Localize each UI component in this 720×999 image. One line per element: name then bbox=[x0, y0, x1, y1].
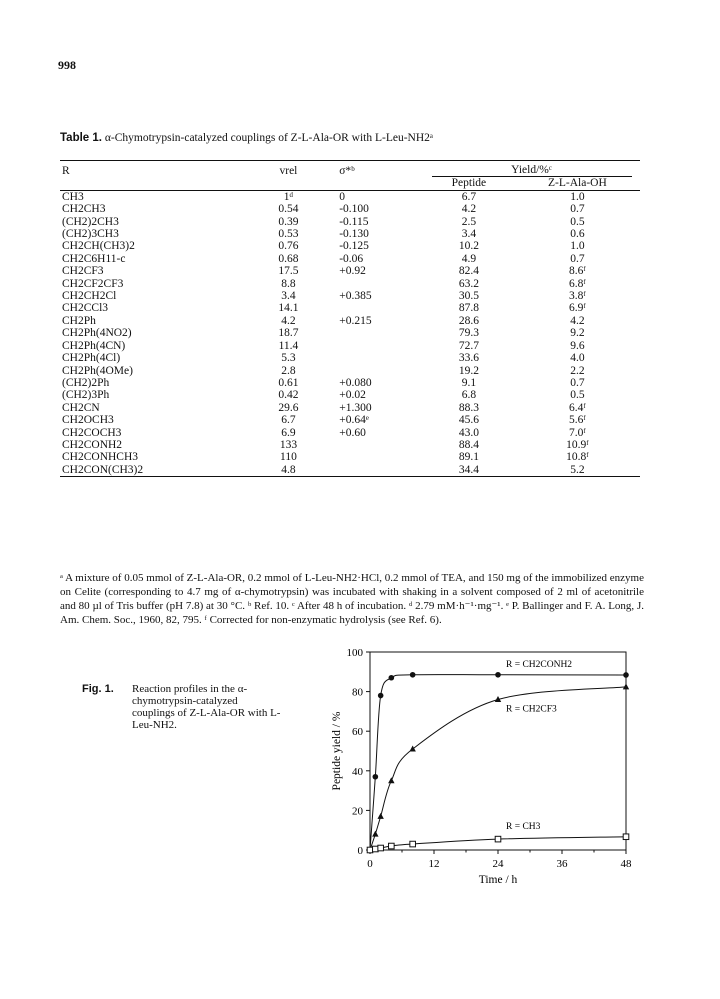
cell-zala: 0.7 bbox=[570, 252, 585, 265]
cell-zala: 6.4ᶠ bbox=[569, 401, 586, 414]
cell-r: (CH2)3Ph bbox=[62, 389, 110, 402]
cell-peptide: 2.5 bbox=[461, 215, 477, 228]
table-row bbox=[60, 439, 640, 451]
cell-r: CH2CONHCH3 bbox=[62, 451, 139, 464]
data-point bbox=[410, 841, 416, 847]
cell-vrel: 18.7 bbox=[278, 327, 299, 340]
cell-peptide: 30.5 bbox=[458, 290, 479, 303]
cell-sigma bbox=[331, 464, 423, 477]
cell-r: CH2CF2CF3 bbox=[62, 277, 124, 290]
data-point bbox=[377, 813, 383, 819]
data-point bbox=[378, 845, 384, 851]
cell-zala: 5.2 bbox=[515, 464, 640, 477]
cell-vrel: 0.54 bbox=[278, 203, 299, 216]
cell-peptide: 87.8 bbox=[458, 302, 479, 315]
table-row bbox=[60, 377, 640, 389]
table-row bbox=[60, 352, 640, 364]
cell-sigma: -0.130 bbox=[339, 228, 369, 241]
cell-vrel: 1ᵈ bbox=[283, 190, 294, 203]
y-tick-label: 40 bbox=[352, 765, 363, 778]
cell-vrel: 14.1 bbox=[278, 302, 299, 315]
cell-sigma bbox=[331, 340, 423, 352]
y-tick-label: 100 bbox=[346, 647, 363, 659]
cell-sigma bbox=[331, 302, 423, 314]
table-row bbox=[60, 389, 640, 401]
data-point bbox=[410, 672, 416, 678]
table-row bbox=[60, 451, 640, 463]
data-point bbox=[389, 675, 395, 681]
cell-zala: 5.6ᶠ bbox=[569, 414, 586, 427]
cell-vrel: 29.6 bbox=[278, 401, 299, 414]
cell-peptide: 33.6 bbox=[458, 352, 479, 365]
cell-sigma bbox=[331, 439, 423, 451]
cell-peptide: 88.4 bbox=[458, 438, 479, 451]
data-point bbox=[367, 847, 373, 853]
cell-vrel: 110 bbox=[280, 451, 297, 464]
cell-peptide: 3.4 bbox=[461, 228, 477, 241]
cell-r: CH2CH2Cl bbox=[62, 290, 117, 303]
plot-frame bbox=[370, 652, 626, 850]
series-line bbox=[370, 687, 626, 850]
table-row bbox=[60, 240, 640, 252]
cell-zala: 9.2 bbox=[570, 327, 585, 340]
series-label: R = CH2CF3 bbox=[506, 704, 557, 715]
cell-zala: 3.8ᶠ bbox=[569, 290, 586, 303]
table-row bbox=[60, 203, 640, 215]
cell-r: CH2COCH3 bbox=[62, 426, 122, 439]
table-row bbox=[60, 402, 640, 414]
cell-r: CH2OCH3 bbox=[62, 414, 114, 427]
cell-r: CH2Ph(4NO2) bbox=[62, 327, 132, 340]
data-point bbox=[373, 774, 379, 780]
table-caption bbox=[60, 132, 433, 144]
cell-sigma: -0.115 bbox=[339, 215, 369, 228]
results-table bbox=[60, 160, 640, 477]
cell-sigma: +1.300 bbox=[339, 401, 372, 414]
cell-peptide: 79.3 bbox=[458, 327, 479, 340]
cell-r: CH2Ph(4OMe) bbox=[62, 364, 133, 377]
table-row bbox=[60, 464, 640, 477]
cell-r: CH2CONH2 bbox=[62, 438, 123, 451]
x-axis-label: Time / h bbox=[478, 874, 518, 886]
x-tick-label: 12 bbox=[428, 858, 440, 870]
cell-r: CH2CN bbox=[62, 401, 100, 414]
x-tick-label: 24 bbox=[492, 858, 504, 870]
col-zala-header: Z-L-Ala-OH bbox=[515, 177, 640, 190]
cell-r: CH2CH(CH3)2 bbox=[62, 240, 135, 253]
y-tick-label: 60 bbox=[352, 726, 363, 739]
cell-r: CH2CCl3 bbox=[62, 302, 109, 315]
table-footnotes: ᵃ A mixture of 0.05 mmol of Z-L-Ala-OR, 0.2 mmol of L-Leu-NH2·HCl, 0.2 mmol of TEA, and 150 mg of the immobilized enzyme on Celite (corresponding to 4.7 mg of α-chymotrypsin) was incubated with shaking in a solvent composed of 2 ml of acetonitrile and 80 µl of Tris buffer (pH 7.8) at 30 °C. ᵇ Ref. 10. ᶜ After 48 h of incubation. ᵈ 2.79 mM·h⁻¹·mg⁻¹. ᵉ P. Ballinger and F. A. Long, J. Am. Chem. Soc., 1960, 82, 795. ᶠ Corrected for non-enzymatic hydrolysis (see Ref. 6). bbox=[60, 572, 644, 626]
cell-sigma: -0.06 bbox=[339, 252, 364, 265]
cell-vrel: 11.4 bbox=[278, 339, 299, 352]
cell-vrel: 0.42 bbox=[278, 389, 299, 402]
table-row bbox=[60, 290, 640, 302]
cell-sigma: +0.385 bbox=[339, 290, 372, 303]
y-tick-label: 80 bbox=[352, 686, 363, 699]
cell-vrel: 6.7 bbox=[281, 414, 296, 427]
cell-peptide: 88.3 bbox=[458, 401, 479, 414]
y-axis-label: Peptide yield / % bbox=[331, 711, 343, 791]
x-tick-label: 48 bbox=[620, 858, 632, 870]
cell-zala: 4.0 bbox=[570, 352, 585, 365]
x-tick-label: 36 bbox=[556, 858, 568, 870]
cell-vrel: 133 bbox=[279, 438, 298, 451]
cell-peptide: 82.4 bbox=[458, 265, 479, 278]
cell-zala: 1.0 bbox=[570, 190, 585, 203]
table-row bbox=[60, 253, 640, 265]
data-point bbox=[495, 836, 501, 842]
table-row bbox=[60, 414, 640, 426]
data-point bbox=[389, 843, 395, 849]
table-row bbox=[60, 216, 640, 228]
cell-sigma bbox=[331, 352, 423, 364]
cell-zala: 7.0ᶠ bbox=[569, 426, 586, 439]
data-point bbox=[378, 693, 384, 699]
cell-zala: 8.6ᶠ bbox=[569, 265, 586, 278]
y-tick-label: 0 bbox=[357, 845, 363, 857]
figure-caption-text: Reaction profiles in the α-chymotrypsin-catalyzed couplings of Z-L-Ala-OR with L-Leu-NH2. bbox=[132, 683, 281, 731]
cell-zala: 10.8ᶠ bbox=[566, 451, 589, 464]
cell-sigma: +0.215 bbox=[339, 314, 372, 327]
table-row bbox=[60, 278, 640, 290]
cell-vrel: 17.5 bbox=[278, 265, 299, 278]
cell-zala: 2.2 bbox=[570, 364, 585, 377]
cell-sigma: -0.100 bbox=[339, 203, 369, 216]
cell-zala: 0.5 bbox=[570, 389, 585, 402]
cell-zala: 4.2 bbox=[570, 314, 585, 327]
cell-sigma: +0.64ᵉ bbox=[339, 414, 369, 427]
table-label: Table 1. bbox=[60, 132, 102, 144]
figure-caption bbox=[82, 683, 281, 731]
data-point bbox=[372, 831, 378, 837]
page-number: 998 bbox=[58, 58, 76, 72]
cell-vrel: 8.8 bbox=[281, 277, 296, 290]
data-point bbox=[409, 746, 415, 752]
reaction-profile-chart bbox=[318, 640, 648, 900]
table-row bbox=[60, 302, 640, 314]
cell-vrel: 5.3 bbox=[281, 352, 296, 365]
cell-peptide: 4.2 bbox=[461, 203, 477, 216]
yield-header-label: Yield/%ᶜ bbox=[432, 164, 632, 177]
cell-peptide: 45.6 bbox=[458, 414, 479, 427]
data-point bbox=[495, 672, 501, 678]
table-row bbox=[60, 427, 640, 439]
cell-sigma: +0.080 bbox=[339, 376, 372, 389]
y-tick-label: 20 bbox=[352, 805, 363, 818]
table-title: α-Chymotrypsin-catalyzed couplings of Z-L-Ala-OR with L-Leu-NH2ᵃ bbox=[104, 132, 434, 144]
cell-r: (CH2)2Ph bbox=[62, 376, 110, 389]
cell-vrel: 0.61 bbox=[278, 376, 299, 389]
cell-sigma bbox=[331, 278, 423, 290]
cell-sigma: 0 bbox=[339, 190, 345, 203]
cell-r: CH2Ph(4Cl) bbox=[62, 352, 121, 365]
cell-peptide: 4.9 bbox=[461, 252, 477, 265]
cell-sigma bbox=[331, 327, 423, 339]
col-peptide-header: Peptide bbox=[423, 177, 515, 190]
cell-sigma: +0.92 bbox=[339, 265, 366, 278]
cell-vrel: 0.39 bbox=[278, 215, 299, 228]
table-row bbox=[60, 190, 640, 203]
data-point bbox=[623, 683, 629, 689]
cell-peptide: 89.1 bbox=[458, 451, 479, 464]
cell-peptide: 6.8 bbox=[461, 389, 477, 402]
cell-r: CH2CH3 bbox=[62, 203, 106, 216]
cell-zala: 1.0 bbox=[570, 240, 585, 253]
cell-r: CH2Ph(4CN) bbox=[62, 339, 126, 352]
figure-label: Fig. 1. bbox=[82, 683, 114, 695]
cell-zala: 10.9ᶠ bbox=[566, 438, 589, 451]
data-point bbox=[623, 672, 629, 678]
table-row bbox=[60, 265, 640, 277]
cell-peptide: 43.0 bbox=[458, 426, 479, 439]
cell-peptide: 10.2 bbox=[458, 240, 479, 253]
cell-vrel: 6.9 bbox=[281, 426, 296, 439]
cell-sigma: -0.125 bbox=[339, 240, 369, 253]
cell-zala: 6.9ᶠ bbox=[569, 302, 586, 315]
cell-r: CH2CF3 bbox=[62, 265, 104, 278]
cell-r: (CH2)3CH3 bbox=[62, 228, 119, 241]
cell-sigma: +0.02 bbox=[339, 389, 366, 402]
cell-r: (CH2)2CH3 bbox=[62, 215, 119, 228]
cell-peptide: 34.4 bbox=[423, 464, 515, 477]
data-point bbox=[373, 846, 379, 852]
cell-zala: 9.6 bbox=[570, 339, 585, 352]
cell-r: CH3 bbox=[62, 190, 84, 203]
cell-r: CH2C6H11-c bbox=[62, 252, 126, 265]
cell-r: CH2CON(CH3)2 bbox=[60, 464, 246, 477]
cell-zala: 0.6 bbox=[570, 228, 585, 241]
cell-peptide: 6.7 bbox=[461, 190, 477, 203]
data-point bbox=[388, 777, 394, 783]
table-row bbox=[60, 327, 640, 339]
cell-sigma bbox=[331, 365, 423, 377]
table-row bbox=[60, 340, 640, 352]
col-sigma-header: σ*ᵇ bbox=[331, 161, 423, 178]
cell-sigma: +0.60 bbox=[339, 426, 366, 439]
cell-vrel: 0.76 bbox=[278, 240, 299, 253]
col-r-header: R bbox=[60, 161, 246, 178]
table-row bbox=[60, 315, 640, 327]
col-yield-header bbox=[423, 161, 640, 178]
cell-sigma bbox=[331, 451, 423, 463]
cell-peptide: 19.2 bbox=[458, 364, 479, 377]
cell-peptide: 9.1 bbox=[461, 376, 477, 389]
cell-peptide: 28.6 bbox=[458, 314, 479, 327]
table-row bbox=[60, 365, 640, 377]
cell-vrel: 2.8 bbox=[281, 364, 296, 377]
series-label: R = CH3 bbox=[506, 822, 541, 833]
x-tick-label: 0 bbox=[367, 858, 373, 870]
cell-zala: 0.7 bbox=[570, 203, 585, 216]
data-point bbox=[623, 834, 629, 840]
cell-peptide: 72.7 bbox=[458, 339, 479, 352]
cell-zala: 6.8ᶠ bbox=[569, 277, 586, 290]
cell-zala: 0.7 bbox=[570, 376, 585, 389]
cell-peptide: 63.2 bbox=[458, 277, 479, 290]
col-vrel-header: vrel bbox=[246, 161, 332, 178]
cell-vrel: 0.68 bbox=[278, 252, 299, 265]
series-label: R = CH2CONH2 bbox=[506, 659, 573, 670]
cell-vrel: 0.53 bbox=[278, 228, 299, 241]
cell-vrel: 4.8 bbox=[246, 464, 332, 477]
cell-vrel: 4.2 bbox=[281, 314, 296, 327]
table-row bbox=[60, 228, 640, 240]
cell-r: CH2Ph bbox=[62, 314, 96, 327]
cell-zala: 0.5 bbox=[570, 215, 585, 228]
cell-vrel: 3.4 bbox=[281, 290, 296, 303]
